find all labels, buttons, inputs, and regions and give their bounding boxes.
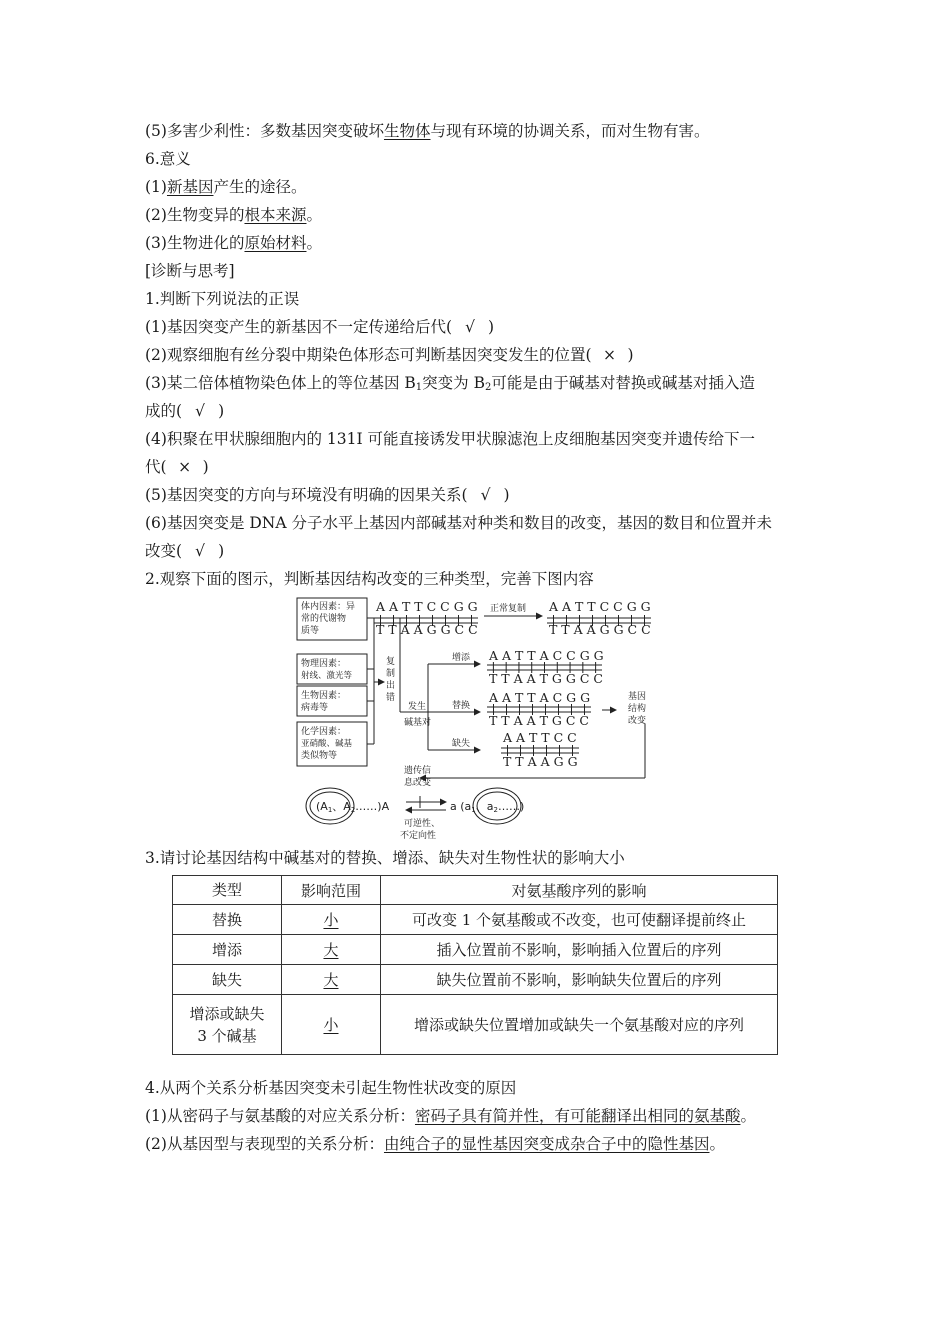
judgement-item-4-line-2: 代( × ) <box>145 458 209 476</box>
judgement-item-2: (2)观察细胞有丝分裂中期染色体形态可判断基因突变发生的位置( × ) <box>145 346 634 364</box>
allele-recessive: a (a1、a2……) <box>450 800 525 814</box>
dna-substitution-bottom: T T A A T G C C <box>489 713 589 728</box>
text-line-significance-3: (3)生物进化的原始材料。 <box>145 234 322 252</box>
dna-addition-top: A A T T A C C G G <box>489 648 604 663</box>
text-line-multiple-harm: (5)多害少利性：多数基因突变破坏生物体与现有环境的协调关系，而对生物有害。 <box>145 122 710 140</box>
normal-copy-label: 正常复制 <box>490 604 527 614</box>
table-header-effect: 对氨基酸序列的影响 <box>381 876 778 905</box>
answer-underline: 由纯合子的显性基因突变成杂合子中的隐性基因 <box>383 1135 710 1153</box>
copy-error-2: 制 <box>386 669 396 679</box>
dna-deletion-bottom: T T A A G G <box>503 754 578 769</box>
factor-internal-3: 质等 <box>301 626 320 636</box>
answer-underline: 原始材料 <box>244 234 307 252</box>
label-substitution: 替换 <box>452 701 471 711</box>
result-3: 改变 <box>628 716 647 726</box>
gene-mutation-diagram <box>292 596 662 844</box>
question-heading-3: 3.请讨论基因结构中碱基对的替换、增添、缺失对生物性状的影响大小 <box>145 849 625 867</box>
cross-mark: × <box>178 458 192 476</box>
answer-underline: 小 <box>323 911 339 929</box>
judgement-item-3-line-1: (3)某二倍体植物染色体上的等位基因 $B_1$突变为 $B_2$可能是由于碱基对替换或碱基对插入造 <box>145 374 755 393</box>
dna-addition-bottom: T T A A T G G C C <box>489 671 603 686</box>
table-row: 增添或缺失 3 个碱基 小 增添或缺失位置增加或缺失一个氨基酸对应的序列 <box>173 995 778 1055</box>
judgement-item-6-line-2: 改变( √ ) <box>145 542 225 560</box>
analysis-line-1: (1)从密码子与氨基酸的对应关系分析：密码子具有简并性，有可能翻译出相同的氨基酸。 <box>145 1107 756 1125</box>
label-base-pair: 碱基对 <box>404 718 432 728</box>
text-line-significance-2: (2)生物变异的根本来源。 <box>145 206 322 224</box>
table-row: 缺失 大 缺失位置前不影响，影响缺失位置后的序列 <box>173 965 778 995</box>
dna-substitution-top: A A T T A C G G <box>489 690 591 705</box>
dna-original-bottom: T T A A G G C C <box>376 622 478 637</box>
label-happen: 发生 <box>408 702 427 712</box>
check-mark: √ <box>195 402 205 420</box>
factor-internal-1: 体内因素：异 <box>301 602 356 612</box>
table-header-type: 类型 <box>173 876 282 905</box>
dna-deletion-top: A A T T C C <box>503 730 577 745</box>
factor-physical-2: 射线、激光等 <box>301 671 353 681</box>
text-line-significance-1: (1)新基因产生的途径。 <box>145 178 307 196</box>
question-heading-2: 2.观察下面的图示，判断基因结构改变的三种类型，完善下图内容 <box>145 570 594 588</box>
dna-original-top: A A T T C C G G <box>376 599 478 614</box>
result-2: 结构 <box>628 704 647 714</box>
judgement-item-1: (1)基因突变产生的新基因不一定传递给后代( √ ) <box>145 318 495 336</box>
analysis-line-2: (2)从基因型与表现型的关系分析：由纯合子的显性基因突变成杂合子中的隐性基因。 <box>145 1135 725 1153</box>
answer-underline: 新基因 <box>166 178 214 196</box>
question-heading-1: 1.判断下列说法的正误 <box>145 290 300 308</box>
table-header-row <box>173 876 778 905</box>
mutation-effect-table <box>172 875 778 1055</box>
answer-underline: 密码子具有简并性，有可能翻译出相同的氨基酸 <box>414 1107 741 1125</box>
judgement-item-4-line-1: (4)积聚在甲状腺细胞内的 131I 可能直接诱发甲状腺滤泡上皮细胞基因突变并遗传给下一 <box>145 430 756 448</box>
reversible-2: 不定向性 <box>400 831 437 841</box>
info-change-1: 遗传信 <box>404 766 432 776</box>
answer-underline: 大 <box>323 971 339 989</box>
allele-dominant: (A1、A2……)A <box>316 800 390 814</box>
section-heading-significance: 6.意义 <box>145 150 191 168</box>
dna-copy-top: A A T T C C G G <box>549 599 651 614</box>
copy-error-1: 复 <box>386 657 396 667</box>
info-change-2: 息改变 <box>404 778 432 788</box>
result-1: 基因 <box>628 692 647 702</box>
table-header-range: 影响范围 <box>282 876 381 905</box>
answer-underline: 根本来源 <box>244 206 307 224</box>
reversible-1: 可逆性、 <box>404 819 441 829</box>
factor-biological-2: 病毒等 <box>301 703 329 713</box>
answer-underline: 小 <box>323 1016 339 1034</box>
factor-internal-2: 常的代谢物 <box>301 614 347 624</box>
label-addition: 增添 <box>452 653 471 663</box>
judgement-item-6-line-1: (6)基因突变是 DNA 分子水平上基因内部碱基对种类和数目的改变，基因的数目和位置并未 <box>145 514 772 532</box>
answer-underline: 生物体 <box>383 122 431 140</box>
label-deletion: 缺失 <box>452 739 471 749</box>
answer-underline: 大 <box>323 941 339 959</box>
check-mark: √ <box>480 486 491 504</box>
factor-biological-1: 生物因素： <box>301 691 347 701</box>
check-mark: √ <box>465 318 475 336</box>
judgement-item-5: (5)基因突变的方向与环境没有明确的因果关系( √ ) <box>145 486 510 504</box>
question-heading-4: 4.从两个关系分析基因突变未引起生物性状改变的原因 <box>145 1079 517 1097</box>
section-heading-diagnosis: [诊断与思考] <box>145 262 235 280</box>
cross-mark: × <box>603 346 617 364</box>
factor-chemical-3: 类似物等 <box>301 751 338 761</box>
copy-error-4: 错 <box>386 693 396 703</box>
factor-chemical-1: 化学因素： <box>301 727 347 737</box>
check-mark: √ <box>195 542 205 560</box>
table-row: 增添 大 插入位置前不影响，影响插入位置后的序列 <box>173 935 778 965</box>
judgement-item-3-line-2: 成的( √ ) <box>145 402 225 420</box>
factor-physical-1: 物理因素： <box>301 659 347 669</box>
copy-error-3: 出 <box>386 681 396 691</box>
table-row: 替换 小 可改变 1 个氨基酸或不改变，也可使翻译提前终止 <box>173 905 778 935</box>
dna-copy-bottom: T T A A G G C C <box>549 622 651 637</box>
factor-chemical-2: 亚硝酸、碱基 <box>301 739 353 749</box>
